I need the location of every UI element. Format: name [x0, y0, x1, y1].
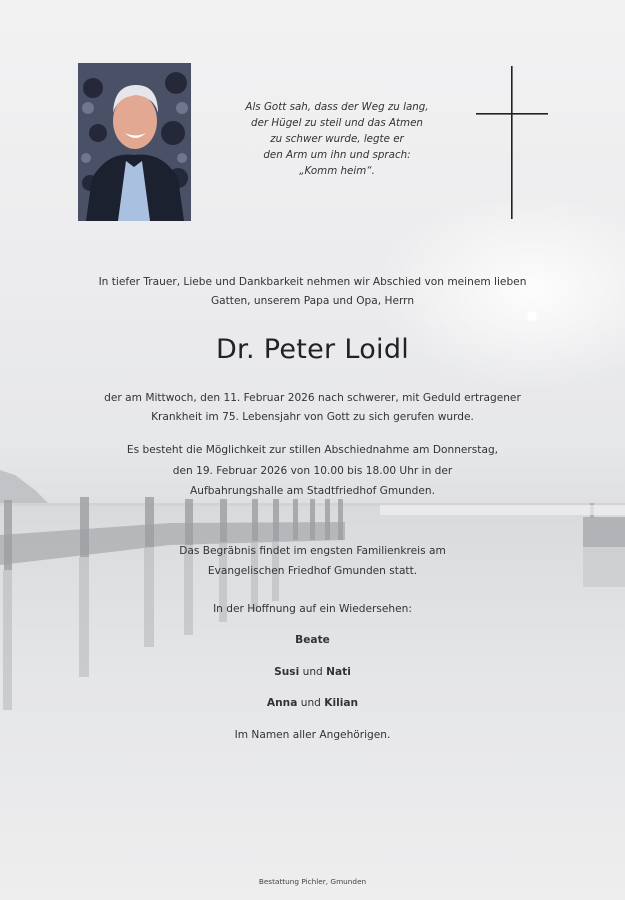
- hope-line: [40, 600, 585, 619]
- mourner-anna-kilian: [40, 694, 585, 713]
- memorial-verse: [222, 99, 452, 179]
- farewell-line: Aufbahrungshalle am Stadtfriedhof Gmunden.: [190, 485, 435, 497]
- mourner-name: Kilian: [324, 697, 359, 709]
- conjunction: und: [302, 666, 323, 678]
- deceased-name: Dr. Peter Loidl: [215, 334, 410, 365]
- verse-line: zu schwer wurde, legte er: [270, 133, 404, 145]
- verse-line: den Arm um ihn und sprach:: [263, 149, 411, 161]
- death-notice: [40, 389, 585, 427]
- intro-line: In tiefer Trauer, Liebe und Dankbarkeit nehmen wir Abschied von meinem lieben: [98, 276, 527, 288]
- burial-line: Das Begräbnis findet im engsten Familienkreis am: [179, 545, 446, 557]
- farewell-line: Es besteht die Möglichkeit zur stillen Abschiednahme am Donnerstag,: [126, 444, 499, 456]
- mourner-name: Beate: [295, 634, 330, 646]
- burial-info: [40, 541, 585, 581]
- mourner-susi-nati: [40, 663, 585, 682]
- intro-line: Gatten, unserem Papa und Opa, Herrn: [210, 295, 415, 307]
- funeral-home-credit: Bestattung Pichler, Gmunden: [258, 877, 367, 886]
- verse-line: Als Gott sah, dass der Weg zu lang,: [245, 101, 429, 113]
- farewell-line: den 19. Februar 2026 von 10.00 bis 18.00 Uhr in der: [172, 464, 453, 477]
- mourner-name: Anna: [266, 697, 298, 709]
- verse-line: „Komm heim“.: [299, 165, 375, 177]
- portrait-photo: [78, 63, 191, 221]
- closing-text: Im Namen aller Angehörigen.: [234, 729, 391, 741]
- conjunction: und: [300, 697, 321, 709]
- mourner-beate: [40, 631, 585, 650]
- hope-text: In der Hoffnung auf ein Wiedersehen:: [213, 603, 412, 615]
- verse-line: der Hügel zu steil und das Atmen: [251, 117, 423, 129]
- burial-line: Evangelischen Friedhof Gmunden statt.: [207, 565, 418, 577]
- farewell-info: [40, 440, 585, 502]
- cross-icon: [476, 66, 548, 219]
- notice-line: Krankheit im 75. Lebensjahr von Gott zu sich gerufen wurde.: [151, 411, 474, 423]
- closing-line: [40, 726, 585, 745]
- mourner-name: Nati: [326, 666, 351, 678]
- notice-line: der am Mittwoch, den 11. Februar 2026 nach schwerer, mit Geduld ertragener: [104, 392, 521, 404]
- mourner-name: Susi: [274, 666, 300, 678]
- intro-text: [40, 273, 585, 311]
